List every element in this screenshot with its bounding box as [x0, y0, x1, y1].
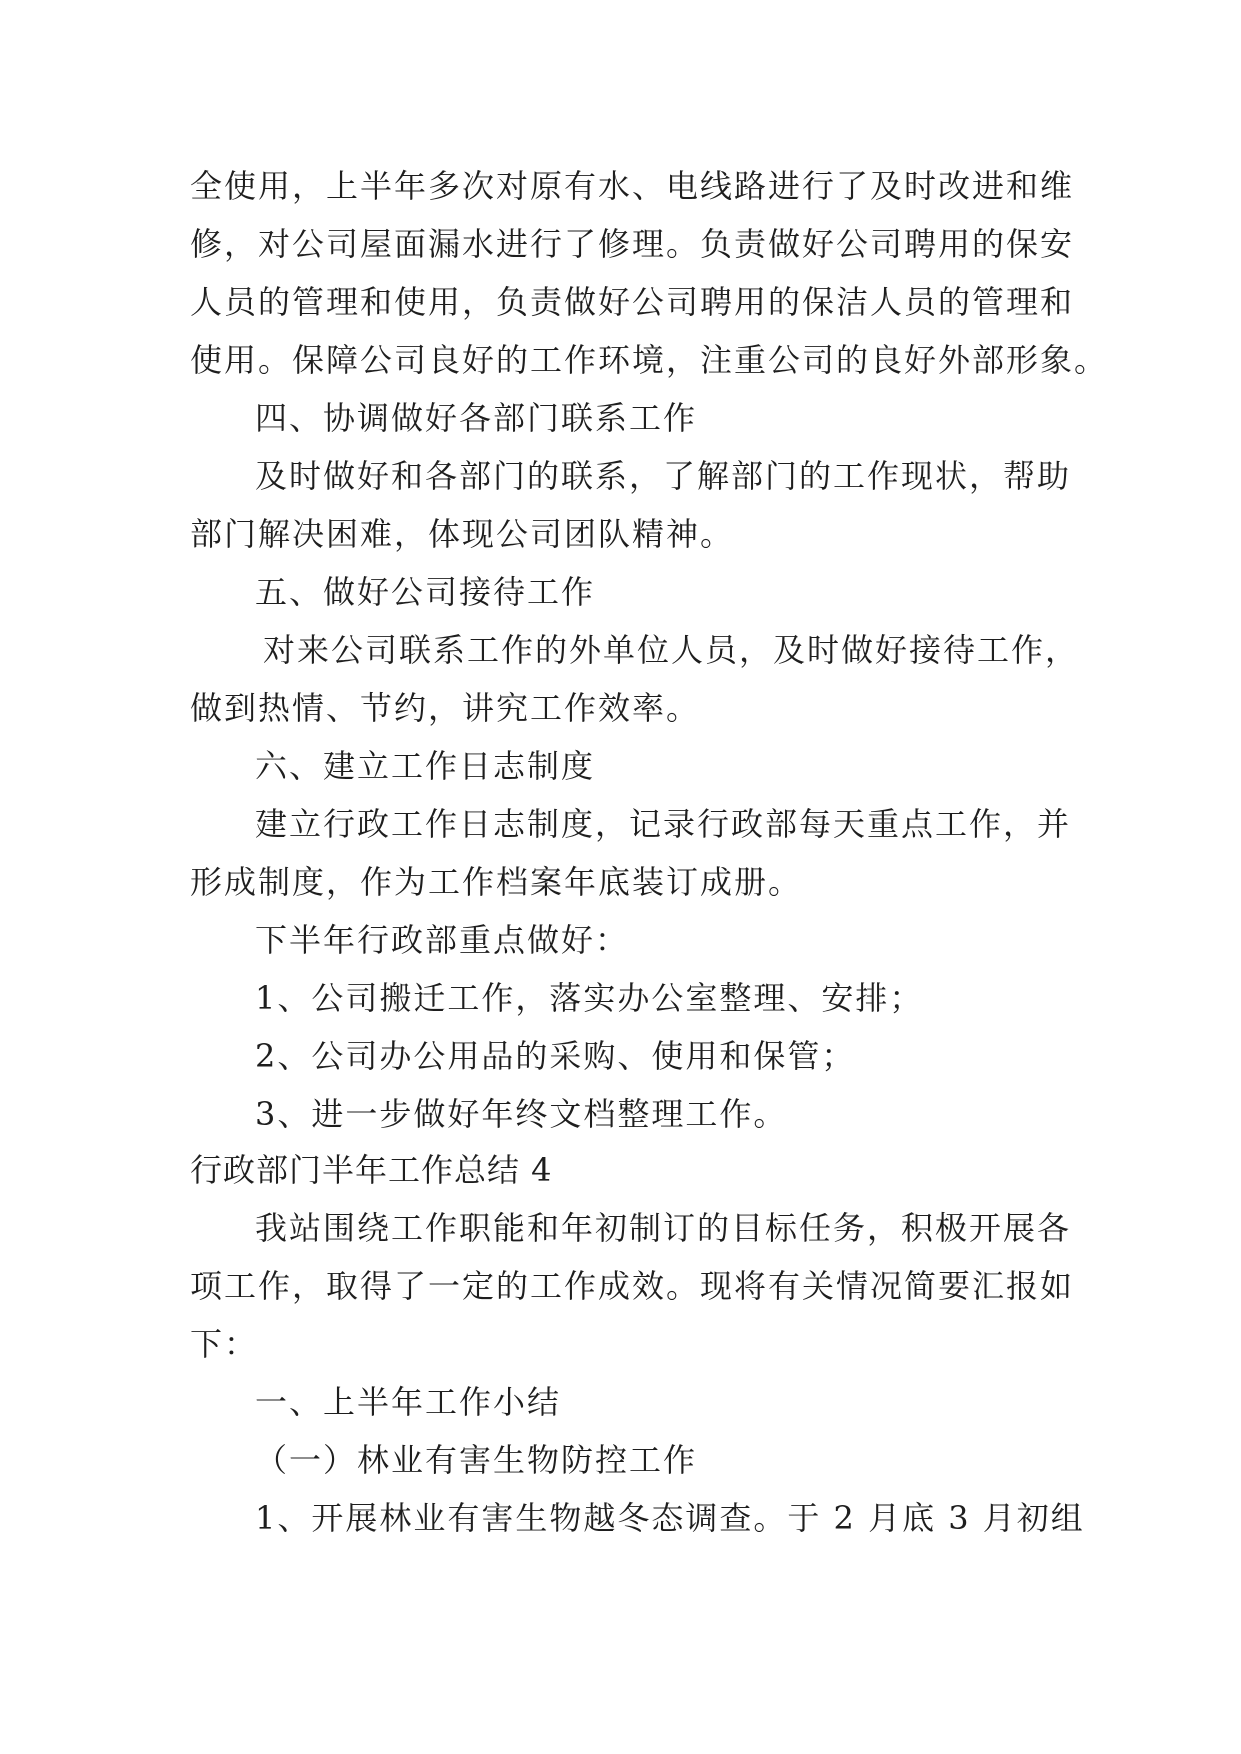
- document-title: 行政部门半年工作总结 4: [190, 1151, 553, 1189]
- text-line: 使用。保障公司良好的工作环境，注重公司的良好外部形象。: [190, 341, 1109, 379]
- text-line: 部门解决困难，体现公司团队精神。: [190, 515, 735, 553]
- text-line: 下：: [190, 1325, 259, 1363]
- text-line: 全使用，上半年多次对原有水、电线路进行了及时改进和维: [190, 167, 1075, 205]
- text-line: 项工作，取得了一定的工作成效。现将有关情况简要汇报如: [190, 1267, 1075, 1305]
- text-line: 做到热情、节约，讲究工作效率。: [190, 689, 701, 727]
- section-heading: 五、做好公司接待工作: [255, 573, 596, 611]
- text-line: 建立行政工作日志制度，记录行政部每天重点工作，并: [255, 805, 1072, 843]
- text-line: 及时做好和各部门的联系，了解部门的工作现状，帮助: [255, 457, 1072, 495]
- section-heading: 四、协调做好各部门联系工作: [255, 399, 698, 437]
- text-line: 人员的管理和使用，负责做好公司聘用的保洁人员的管理和: [190, 283, 1075, 321]
- list-item: 1、公司搬迁工作，落实办公室整理、安排；: [255, 979, 924, 1017]
- list-item: 1、开展林业有害生物越冬态调查。于 2 月底 3 月初组: [255, 1499, 1085, 1537]
- text-line: 修，对公司屋面漏水进行了修理。负责做好公司聘用的保安: [190, 225, 1075, 263]
- text-line: 我站围绕工作职能和年初制订的目标任务，积极开展各: [255, 1209, 1072, 1247]
- list-item: 3、进一步做好年终文档整理工作。: [255, 1095, 788, 1133]
- text-line: 形成制度，作为工作档案年底装订成册。: [190, 863, 803, 901]
- text-line: 下半年行政部重点做好：: [255, 921, 630, 959]
- text-line: 对来公司联系工作的外单位人员，及时做好接待工作，: [263, 631, 1080, 669]
- subsection-heading: （一）林业有害生物防控工作: [255, 1441, 698, 1479]
- section-heading: 一、上半年工作小结: [255, 1383, 562, 1421]
- section-heading: 六、建立工作日志制度: [255, 747, 596, 785]
- list-item: 2、公司办公用品的采购、使用和保管；: [255, 1037, 856, 1075]
